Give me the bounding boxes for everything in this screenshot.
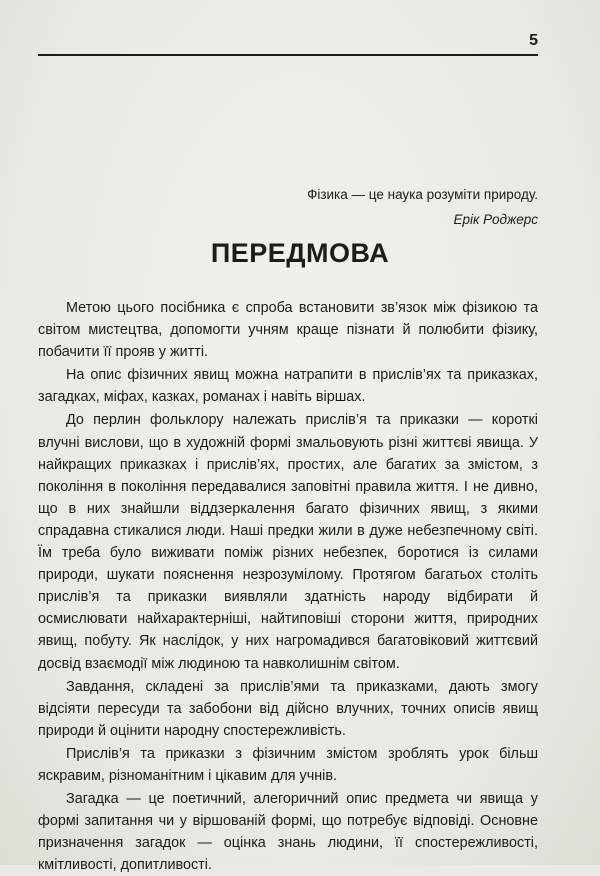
paragraph: Прислів’я та приказки з фізичним змістом зроблять урок більш яскравим, різноманітним і цікавим для учнів.	[38, 745, 538, 784]
page-number: 5	[529, 32, 538, 49]
page-header	[38, 30, 538, 56]
epigraph-author: Ерік Роджерс	[453, 212, 538, 227]
paragraph: До перлин фольклору належать прислів’я та приказки — короткі влучні вислови, що в художній формі змальовують різні життєві явища. У найкращих приказках і прислів’ях, простих, але багатих за змістом, з покоління в покоління передавалися заповітні правила життя. І не дивно, що в них знайшли віддзеркалення багато фізичних явищ, з якими спрадавна стикалися люди. Наші предки жили в дуже небезпечному світі. Їм треба було виживати поміж різних небезпек, боротися із силами природи, шукати пояснення незрозумілому. Протягом багатьох століть прислів’я та приказки виявляли здатність народу відбирати й осмислювати найхарактерніші, найтиповіші сторони життя, природних явищ, побуту. Як наслідок, у них нагромадився багатовіковий життєвий досвід взаємодії між людиною та навколишнім світом.	[38, 412, 538, 672]
paragraph: Завдання, складені за прислів’ями та приказками, дають змогу відсіяти пересуди та забобони від дійсно влучних, точних описів явищ природи й оцінити народну спостережливість.	[38, 678, 538, 739]
paragraph: Метою цього посібника є спроба встановити зв’язок між фізикою та світом мистецтва, допомогти учням краще пізнати й полюбити фізику, побачити її прояв у житті.	[38, 300, 538, 361]
epigraph-quote: Фізика — це наука розуміти природу.	[307, 187, 538, 202]
page-title: ПЕРЕДМОВА	[210, 238, 390, 268]
body-text	[38, 297, 538, 876]
header-rule	[38, 54, 538, 56]
paragraph: На опис фізичних явищ можна натрапити в прислів’ях та приказках, загадках, міфах, казках, романах і навіть віршах.	[38, 367, 538, 406]
paragraph: Загадка — це поетичний, алегоричний опис предмета чи явища у формі запитання чи у віршованій формі, що потребує відповіді. Основне призначення загадок — оцінка знань людини, її спостережливості, кмітливості, допитливості.	[38, 791, 538, 874]
epigraph	[307, 182, 538, 232]
